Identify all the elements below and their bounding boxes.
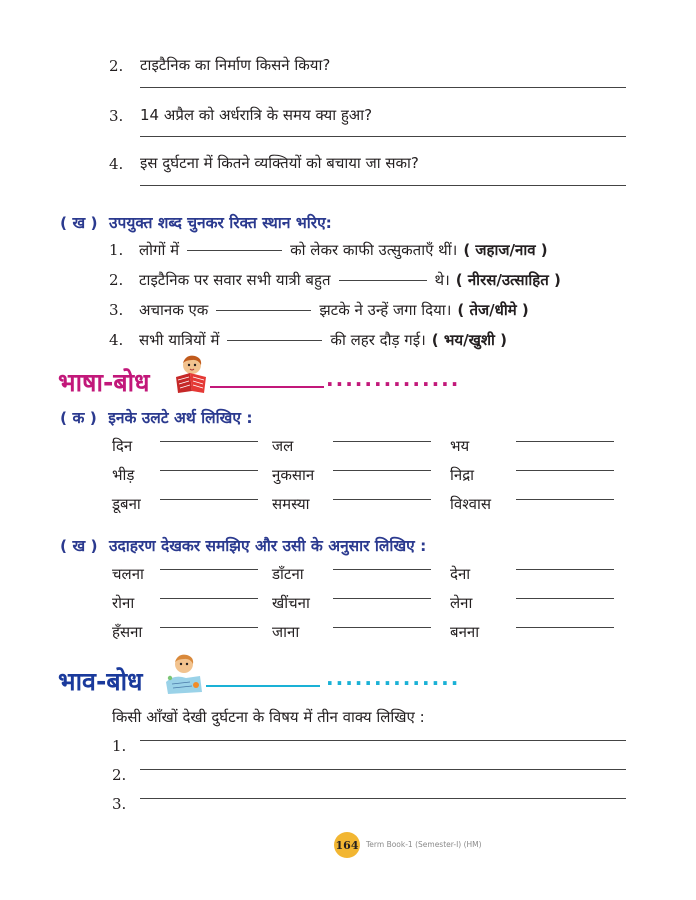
item-text-after: की लहर दौड़ गई। — [330, 331, 426, 349]
word-item: विश्वास — [450, 495, 491, 513]
answer-line[interactable] — [516, 627, 614, 628]
word-item: डाँटना — [272, 565, 304, 583]
fill-blank-item — [109, 240, 548, 260]
answer-line[interactable] — [160, 470, 258, 471]
answer-line[interactable] — [333, 499, 431, 500]
item-number: 2. — [109, 271, 124, 289]
item-text-before: लोगों में — [139, 241, 180, 259]
word-item: हँसना — [112, 623, 143, 641]
section-heading-examples — [60, 534, 426, 556]
word-item: समस्या — [272, 495, 310, 513]
footer-text: Term Book-1 (Semester-I) (HM) — [366, 840, 482, 849]
item-text-before: सभी यात्रियों में — [139, 331, 220, 349]
writing-line[interactable] — [140, 798, 626, 799]
word-item: डूबना — [112, 495, 141, 513]
item-text-after: थे। — [434, 271, 450, 289]
word-item: लेना — [450, 594, 473, 612]
question-text: इस दुर्घटना में कितने व्यक्तियों को बचाया जा सका? — [140, 154, 419, 172]
section-label: ( ख ) — [60, 214, 98, 232]
page-number-badge — [334, 832, 360, 858]
answer-line[interactable] — [160, 441, 258, 442]
child-writing-icon — [160, 652, 208, 696]
item-text-after: झटके ने उन्हें जगा दिया। — [319, 301, 452, 319]
boy-reading-icon — [168, 353, 212, 395]
question-number: 4. — [109, 155, 124, 173]
fill-blank-item — [109, 330, 507, 350]
answer-line[interactable] — [160, 598, 258, 599]
section-heading-opposites — [60, 406, 253, 428]
blank-field[interactable] — [339, 280, 427, 281]
item-number: 1. — [109, 241, 124, 259]
word-item: भय — [450, 437, 470, 455]
word-item: चलना — [112, 565, 144, 583]
blank-field[interactable] — [187, 250, 282, 251]
word-item: जल — [272, 437, 294, 455]
answer-line[interactable] — [516, 441, 614, 442]
word-item: नुकसान — [272, 466, 315, 484]
blank-field[interactable] — [227, 340, 322, 341]
word-item: देना — [450, 565, 471, 583]
answer-line[interactable] — [160, 569, 258, 570]
answer-line[interactable] — [140, 136, 626, 137]
writing-line[interactable] — [140, 769, 626, 770]
writing-line[interactable] — [140, 740, 626, 741]
answer-line[interactable] — [516, 569, 614, 570]
heading-dots: .............. — [326, 666, 461, 690]
section-title: इनके उलटे अर्थ लिखिए : — [108, 409, 253, 427]
answer-line[interactable] — [333, 569, 431, 570]
bhav-bodh-heading: भाव-बोध — [58, 667, 143, 696]
answer-line[interactable] — [140, 87, 626, 88]
item-options: ( जहाज/नाव ) — [463, 241, 548, 259]
fill-blank-item — [109, 270, 561, 290]
answer-line[interactable] — [516, 598, 614, 599]
item-options: ( नीरस/उत्साहित ) — [455, 271, 561, 289]
answer-line[interactable] — [333, 470, 431, 471]
section-label: ( क ) — [60, 409, 97, 427]
item-options: ( तेज/धीमे ) — [457, 301, 529, 319]
item-options: ( भय/खुशी ) — [431, 331, 508, 349]
item-text-before: अचानक एक — [139, 301, 209, 319]
blank-field[interactable] — [216, 310, 311, 311]
answer-line[interactable] — [160, 499, 258, 500]
answer-line[interactable] — [333, 627, 431, 628]
word-item: भीड़ — [112, 466, 135, 484]
item-number: 3. — [109, 301, 124, 319]
section-title: उपयुक्त शब्द चुनकर रिक्त स्थान भरिए: — [109, 214, 332, 232]
item-text-before: टाइटैनिक पर सवार सभी यात्री बहुत — [139, 271, 331, 289]
answer-line[interactable] — [333, 441, 431, 442]
heading-underline — [206, 685, 320, 687]
fill-blank-item — [109, 300, 529, 320]
question-number: 3. — [109, 107, 124, 125]
item-number: 4. — [109, 331, 124, 349]
bhasha-bodh-heading: भाषा-बोध — [58, 368, 150, 397]
word-item: बनना — [450, 623, 480, 641]
section-title: उदाहरण देखकर समझिए और उसी के अनुसार लिखिए : — [109, 537, 427, 555]
word-item: दिन — [112, 437, 133, 455]
answer-line[interactable] — [516, 470, 614, 471]
word-item: खींचना — [272, 594, 310, 612]
writing-prompt: किसी आँखों देखी दुर्घटना के विषय में तीन वाक्य लिखिए : — [112, 708, 425, 726]
word-item: निद्रा — [450, 466, 475, 484]
answer-line[interactable] — [160, 627, 258, 628]
section-heading-fill-blanks — [60, 211, 332, 233]
heading-underline — [210, 386, 324, 388]
section-label: ( ख ) — [60, 537, 98, 555]
question-number: 2. — [109, 57, 124, 75]
question-text: 14 अप्रैल को अर्धरात्रि के समय क्या हुआ? — [140, 106, 373, 124]
answer-line[interactable] — [333, 598, 431, 599]
page-number: 164 — [335, 838, 359, 852]
question-text: टाइटैनिक का निर्माण किसने किया? — [140, 56, 331, 74]
heading-dots: .............. — [326, 367, 461, 391]
word-item: जाना — [272, 623, 300, 641]
answer-line[interactable] — [516, 499, 614, 500]
word-item: रोना — [112, 594, 135, 612]
line-number: 2. — [112, 766, 127, 784]
answer-line[interactable] — [140, 185, 626, 186]
item-text-after: को लेकर काफी उत्सुकताएँ थीं। — [290, 241, 458, 259]
line-number: 1. — [112, 737, 127, 755]
line-number: 3. — [112, 795, 127, 813]
